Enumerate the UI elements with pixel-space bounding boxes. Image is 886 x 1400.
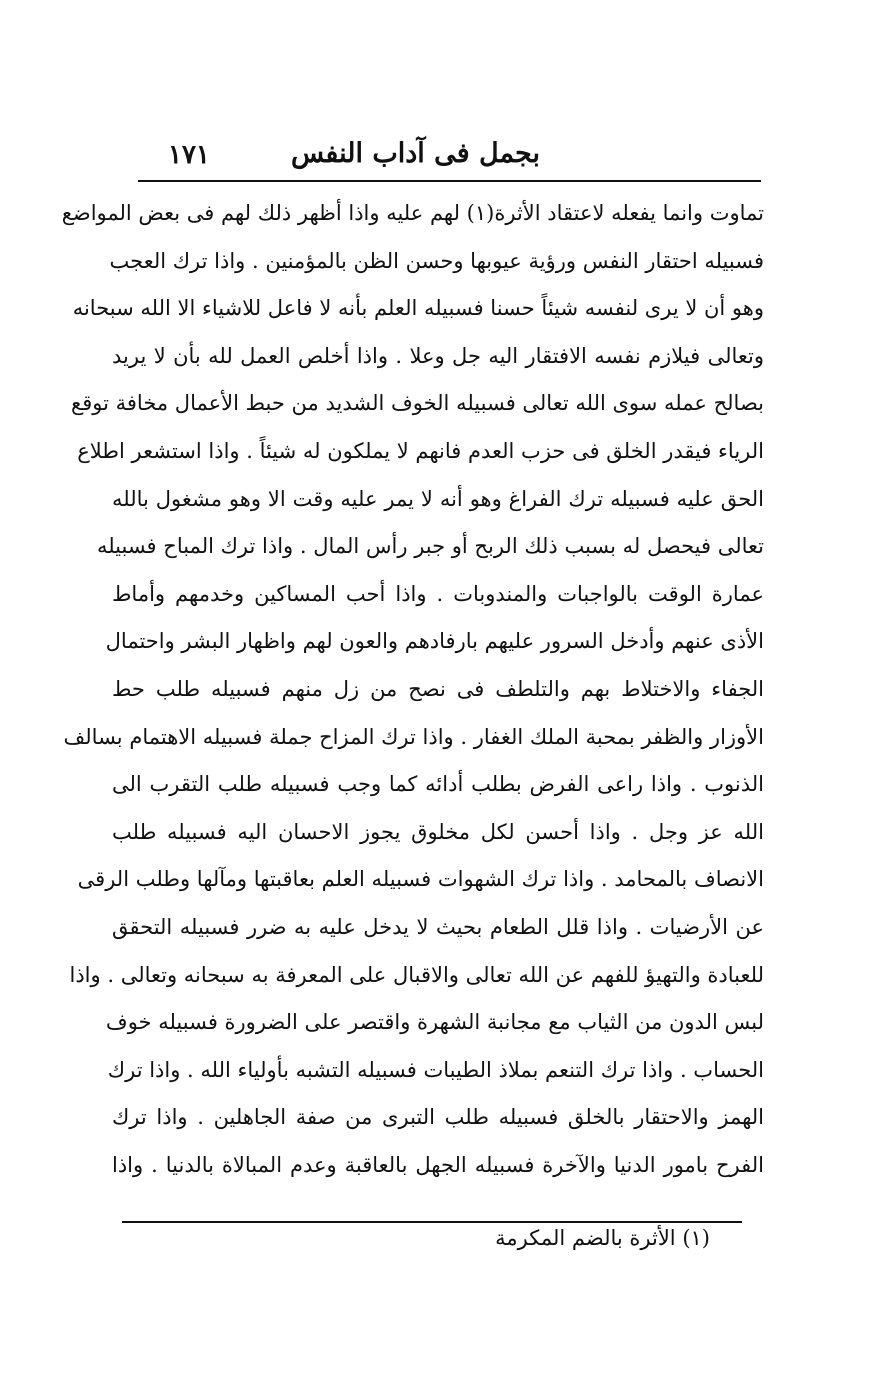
header-rule bbox=[138, 180, 761, 182]
text-line: فسبيله احتقار النفس ورؤية عيوبها وحسن الظن بالمؤمنين . واذا ترك العجب bbox=[109, 248, 764, 273]
text-line: الأذى عنهم وأدخل السرور عليهم بارفادهم والعون لهم واظهار البشر واحتمال bbox=[105, 629, 764, 654]
text-line: بصالح عمله سوى الله تعالى فسبيله الخوف الشديد من حبط الأعمال مخافة توقع bbox=[71, 391, 764, 416]
text-line: عمارة الوقت بالواجبات والمندوبات . واذا أحب المساكين وخدمهم وأماط bbox=[112, 581, 764, 606]
text-line: تماوت وانما يفعله لاعتقاد الأثرة(١) لهم عليه واذا أظهر ذلك لهم فى بعض المواضع bbox=[61, 201, 764, 225]
page-number: ١٧١ bbox=[168, 140, 210, 170]
text-line: لبس الدون من الثياب مع مجانبة الشهرة واقتصر على الضرورة فسبيله خوف bbox=[105, 1010, 764, 1035]
text-line: عن الأرضيات . واذا قلل الطعام بحيث لا يدخل عليه به ضرر فسبيله التحقق bbox=[112, 914, 764, 939]
text-line: وهو أن لا يرى لنفسه شيئاً حسنا فسبيله العلم بأنه لا فاعل للاشياء الا الله سبحانه bbox=[72, 296, 764, 321]
text-line: الذنوب . واذا راعى الفرض بطلب أدائه كما وجب فسبيله طلب التقرب الى bbox=[112, 772, 764, 797]
body-text bbox=[61, 190, 764, 1189]
page-header bbox=[120, 132, 760, 178]
running-title: بجمل فى آداب النفس bbox=[290, 138, 540, 169]
text-line: الفرح بامور الدنيا والآخرة فسبيله الجهل بالعاقبة وعدم المبالاة بالدنيا . واذا bbox=[112, 1152, 764, 1177]
footnote-rule bbox=[122, 1221, 742, 1223]
text-line: الرياء فيقدر الخلق فى حزب العدم فانهم لا يملكون له شيئاً . واذا استشعر اطلاع bbox=[77, 438, 764, 463]
text-line: تعالى فيحصل له بسبب ذلك الربح أو جبر رأس المال . واذا ترك المباح فسبيله bbox=[96, 534, 764, 559]
text-line: الحساب . واذا ترك التنعم بملاذ الطيبات فسبيله التشبه بأولياء الله . واذا ترك bbox=[107, 1057, 764, 1082]
text-line: الأوزار والظفر بمحبة الملك الغفار . واذا ترك المزاح جملة فسبيله الاهتمام بسالف bbox=[63, 724, 764, 749]
footnote: (١) الأثرة بالضم المكرمة bbox=[495, 1226, 710, 1250]
text-line: للعبادة والتهيؤ للفهم عن الله تعالى والاقبال على المعرفة به سبحانه وتعالى . واذا bbox=[69, 962, 764, 987]
text-line: الهمز والاحتقار بالخلق فسبيله طلب التبرى من صفة الجاهلين . واذا ترك bbox=[112, 1105, 764, 1130]
text-line: الحق عليه فسبيله ترك الفراغ وهو أنه لا يمر عليه وقت الا وهو مشغول بالله bbox=[112, 486, 764, 511]
text-line: الجفاء والاختلاط بهم والتلطف فى نصح من زل منهم فسبيله طلب حط bbox=[112, 676, 764, 701]
text-line: وتعالى فيلازم نفسه الافتقار اليه جل وعلا . واذا أخلص العمل لله بأن لا يريد bbox=[112, 343, 764, 368]
text-line: الانصاف بالمحامد . واذا ترك الشهوات فسبيله العلم بعاقبتها ومآلها وطلب الرقى bbox=[77, 867, 764, 892]
text-line: الله عز وجل . واذا أحسن لكل مخلوق يجوز الاحسان اليه فسبيله طلب bbox=[112, 819, 764, 844]
